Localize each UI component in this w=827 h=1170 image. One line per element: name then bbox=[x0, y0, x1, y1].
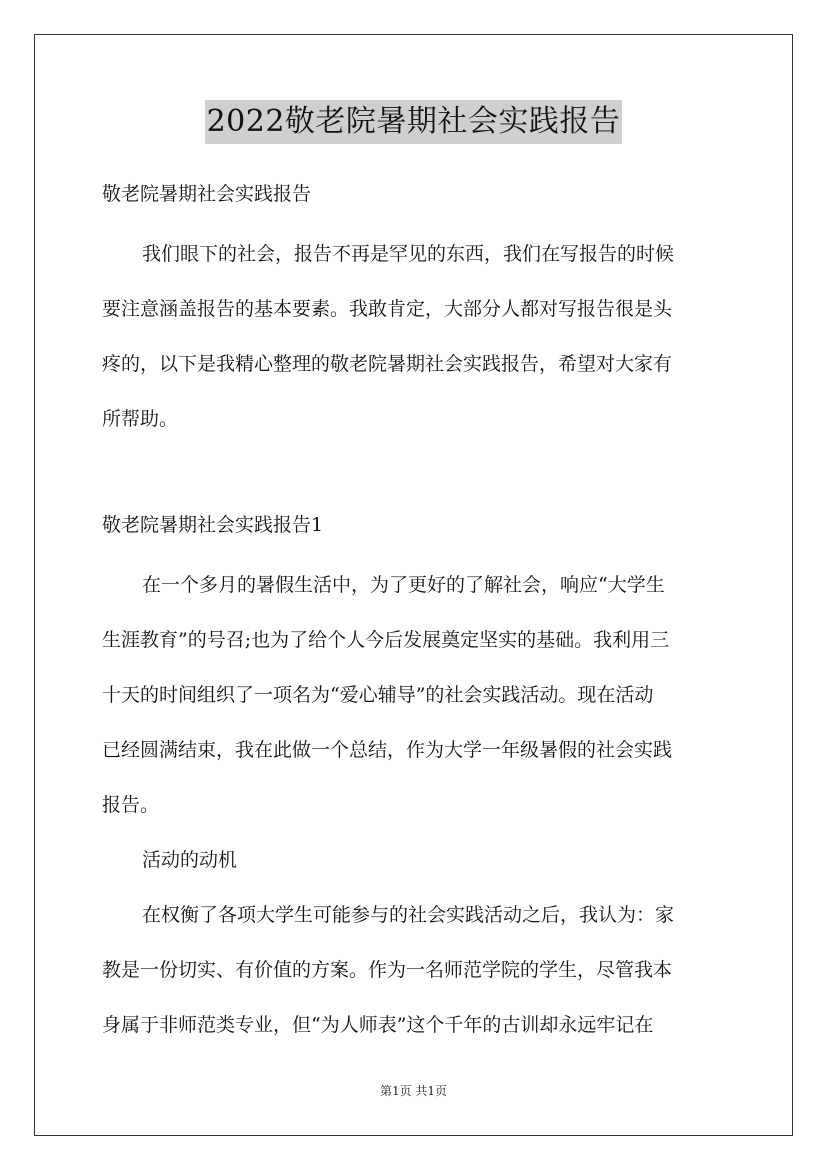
intro-paragraph bbox=[102, 227, 727, 447]
section-1-line: 报告。 bbox=[102, 794, 160, 816]
section-1-title: 敬老院暑期社会实践报告1 bbox=[102, 514, 324, 536]
spacer bbox=[102, 213, 727, 227]
document-title: 2022敬老院暑期社会实践报告 bbox=[205, 100, 623, 144]
intro-line: 我们眼下的社会，报告不再是罕见的东西，我们在写报告的时候 bbox=[142, 243, 675, 265]
motive-heading-block bbox=[102, 833, 727, 888]
page-number-label: 第1页 共1页 bbox=[379, 1084, 448, 1098]
title-area bbox=[0, 100, 827, 144]
motive-title: 活动的动机 bbox=[142, 849, 238, 871]
motive-paragraph bbox=[102, 888, 727, 1053]
section-1-line: 已经圆满结束，我在此做一个总结，作为大学一年级暑假的社会实践 bbox=[102, 739, 673, 761]
intro-line: 要注意涵盖报告的基本要素。我敢肯定，大部分人都对写报告很是头 bbox=[102, 298, 673, 320]
section-1-line: 生涯教育”的号召;也为了给个人今后发展奠定坚实的基础。我利用三 bbox=[102, 629, 670, 651]
intro-line: 所帮助。 bbox=[102, 408, 179, 430]
section-1-paragraph bbox=[102, 558, 727, 833]
spacer bbox=[102, 544, 727, 558]
section-1-line: 十天的时间组织了一项名为“爱心辅导”的社会实践活动。现在活动 bbox=[102, 684, 654, 706]
section-1-line: 在一个多月的暑假生活中，为了更好的了解社会，响应“大学生 bbox=[142, 574, 665, 596]
spacer bbox=[102, 447, 727, 507]
motive-line: 在权衡了各项大学生可能参与的社会实践活动之后，我认为：家 bbox=[142, 904, 675, 926]
motive-line: 教是一份切实、有价值的方案。作为一名师范学院的学生，尽管我本 bbox=[102, 959, 673, 981]
document-subtitle: 敬老院暑期社会实践报告 bbox=[102, 183, 312, 205]
intro-line: 疼的，以下是我精心整理的敬老院暑期社会实践报告，希望对大家有 bbox=[102, 353, 673, 375]
document-body bbox=[102, 176, 727, 1053]
motive-line: 身属于非师范类专业，但“为人师表”这个千年的古训却永远牢记在 bbox=[102, 1014, 654, 1036]
page-footer bbox=[0, 1082, 827, 1099]
